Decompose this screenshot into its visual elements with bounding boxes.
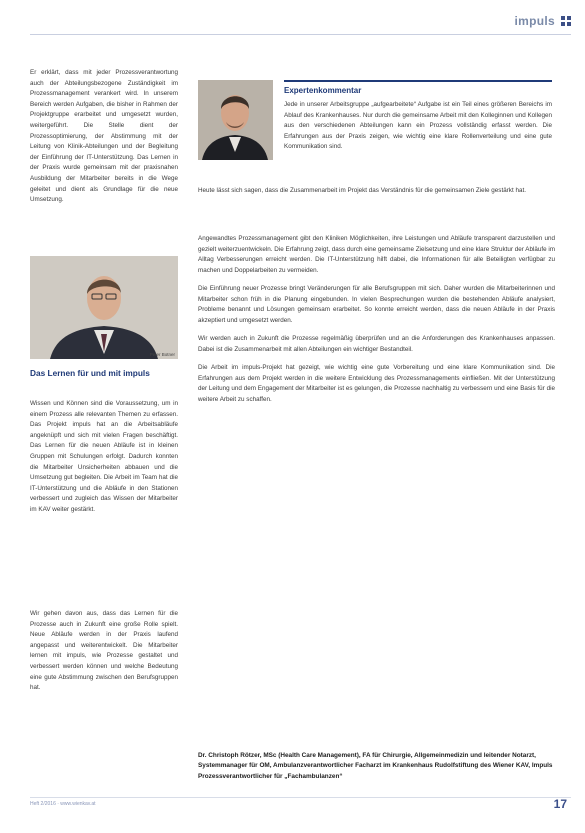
- left-paragraph-3: Wir gehen davon aus, dass das Lernen für die Prozesse auch in Zukunft eine große Rolle spielt. Neue Abläufe werden in der Praxis laufend angepasst und weiterentwickelt. Die Mitarbeiter lernen mit impuls, wie Prozesse gestaltet und verbessert werden können und welche Bedeutung eine gute Abstimmung zwischen den Berufsgruppen hat.: [30, 610, 178, 692]
- left-column-section: [30, 399, 178, 516]
- right-paragraph-1: Angewandtes Prozessmanagement gibt den Kliniken Möglichkeiten, ihre Leistungen und Abläufe transparent darzustellen und gezielt weiterzuentwickeln. Die Erfahrung zeigt, dass durch eine gemeinsame Zielsetzung und eine klare Struktur der Abläufe im Alltag Verbesserungen erreicht werden. Die IT-Unterstützung hilft dabei, die Informationen für alle Beteiligten verfügbar zu machen und Doppelarbeiten zu vermeiden.: [198, 235, 556, 274]
- left-paragraph-2: Wissen und Können sind die Voraussetzung, um in einem Prozess alle relevanten Themen zu erfassen. Das Projekt impuls hat an die Arbeitsabläufe angeknüpft und sich mit vielen Fragen beschäftigt. Das Lernen für die neuen Abläufe ist in kleinen Gruppen mit Schulungen erfolgt. Dadurch konnten die Mitarbeiter Unsicherheiten abbauen und die Umsetzung gut begleiten. Die Arbeit im Team hat die IT-Unterstützung und die Abläufe in den Stationen verbessert und zugleich das Wissen der Mitarbeiter im KAV weiter gestärkt.: [30, 400, 178, 513]
- photo-credit: Peter Botner: [149, 352, 175, 357]
- author-signature: Dr. Christoph Rötzer, MSc (Health Care Management), FA für Chirurgie, Allgemeinmedizin und leitender Notarzt, Systemmanager für OM, Ambulanzverantwortlicher Facharzt im Krankenhaus Rudolfstiftung des Wiener KAV, Impuls Prozessverantwortlicher für „Fachambulanzen“: [198, 752, 553, 780]
- expert-heading: Expertenkommentar: [284, 80, 552, 99]
- expert-paragraph-1: Jede in unserer Arbeitsgruppe „aufgearbeitete“ Aufgabe ist ein Teil eines größeren Bereichs im Ablauf des Krankenhauses. Nur durch die gemeinsame Arbeit mit den Kolleginnen und Kollegen aus den verschiedenen Abteilungen kann ein Prozess vollständig erfasst werden. Die Erfahrungen aus der Praxis zeigen, wie wichtig eine klare Rollenverteilung und eine gute Kommunikation sind.: [284, 101, 552, 150]
- portrait-image: [30, 256, 178, 359]
- footer-rule: [30, 797, 571, 798]
- expert-portrait-image: [198, 80, 273, 160]
- page-number: 17: [553, 797, 567, 811]
- header-logo: [515, 14, 571, 28]
- left-paragraph-1: Er erklärt, dass mit jeder Prozessverantwortung auch der Abteilungsbezogene Zuständigkeit im Prozessmanagement verankert wird. In unserem Bereich werden Aufgaben, die bisher in Rahmen der Projektgruppe erarbeitet und umgesetzt wurden, weitergeführt. Die Stelle dient der Prozessoptimierung, der Abstimmung mit der Leitung von Klinik-Abteilungen und der Begleitung der Einführung der IT-Unterstützung. Das Lernen in der Praxis wurde gemeinsam mit der praxisnahen Ausbildung der Mitarbeiter bereits in die Wege geleitet und dient als Grundlage für die neue Umsetzung.: [30, 69, 178, 204]
- left-column-section-2: [30, 609, 178, 694]
- right-paragraph-2: Die Einführung neuer Prozesse bringt Veränderungen für alle Berufsgruppen mit sich. Daher wurden die Mitarbeiterinnen und Mitarbeiter schon früh in die Planung eingebunden. In vielen Besprechungen wurden die bestehenden Abläufe analysiert, Probleme benannt und Lösungen gemeinsam erarbeitet. So konnte erreicht werden, dass die neuen Abläufe in der Praxis akzeptiert und umgesetzt werden.: [198, 285, 555, 324]
- right-column-main: [198, 234, 555, 413]
- right-paragraph-3: Wir werden auch in Zukunft die Prozesse regelmäßig überprüfen und an die Anforderungen des Krankenhauses anpassen. Dabei ist die Zusammenarbeit mit allen Abteilungen ein wichtiger Bestandteil.: [198, 335, 555, 353]
- expert-body-continued: [198, 186, 555, 197]
- header-rule: [30, 34, 571, 35]
- right-paragraph-4: Die Arbeit im impuls-Projekt hat gezeigt, wie wichtig eine gute Vorbereitung und eine klare Kommunikation sind. Die Erfahrungen aus dem Projekt werden in die weitere Entwicklung des Prozessmanagements einfließen. Mit der Unterstützung der Leitung und dem Engagement der Mitarbeiter ist es gelungen, die Prozesse nachhaltig zu verbessern und eine Basis für die weitere Arbeit zu schaffen.: [198, 364, 555, 403]
- footer-left-text: Heft 2/2016 · www.wienkav.at: [30, 801, 96, 807]
- section-heading-lernen: Das Lernen für und mit impuls: [30, 368, 150, 378]
- expert-paragraph-2: Heute lässt sich sagen, dass die Zusammenarbeit im Projekt das Verständnis für die gemeinsamen Ziele gestärkt hat.: [198, 187, 526, 194]
- brand-name: impuls: [514, 14, 555, 28]
- portrait-photo-expert: [198, 80, 273, 160]
- brand-dots-icon: [561, 16, 571, 26]
- expert-commentary-box: [198, 72, 555, 227]
- portrait-photo-left: [30, 256, 178, 359]
- footer-mid-text: [185, 800, 515, 806]
- expert-body: [284, 100, 552, 153]
- left-column-intro: [30, 68, 178, 206]
